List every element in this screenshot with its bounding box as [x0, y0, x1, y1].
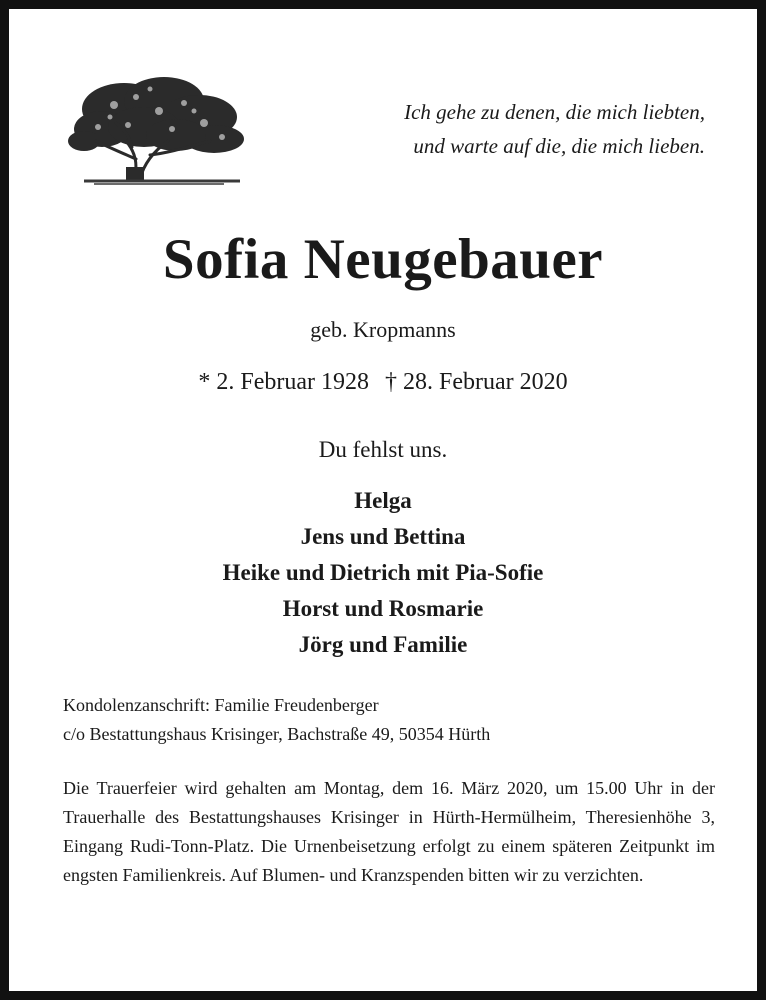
mourner: Horst und Rosmarie	[282, 596, 484, 621]
message: Du fehlst uns.	[318, 437, 448, 462]
condolence-address	[63, 691, 715, 749]
quote-line-2: und warte auf die, die mich lieben.	[413, 134, 705, 158]
mourner: Jens und Bettina	[300, 524, 466, 549]
death-date: † 28. Februar 2020	[385, 369, 568, 395]
life-dates	[9, 369, 757, 396]
tree-icon	[64, 67, 254, 187]
mourner: Jörg und Familie	[298, 632, 468, 657]
quote	[339, 95, 705, 163]
mourner: Heike und Dietrich mit Pia-Sofie	[222, 560, 544, 585]
birth-date: * 2. Februar 1928	[198, 369, 369, 395]
condolence-line-1: Kondolenzanschrift: Familie Freudenberger	[63, 695, 379, 715]
mourner: Helga	[354, 488, 412, 513]
birth-name: geb. Kropmanns	[310, 317, 456, 342]
service-details: Die Trauerfeier wird gehalten am Montag, dem 16. März 2020, um 15.00 Uhr in der Trauerhalle des Bestattungshauses Krisinger in Hürth-Hermülheim, Theresienhöhe 3, Eingang Rudi-Tonn-Platz. Die Urnenbeisetzung erfolgt zu einem späteren Zeitpunkt im engsten Familienkreis. Auf Blumen- und Kranzspenden bitten wir zu verzichten.	[63, 778, 715, 885]
deceased-name: Sofia Neugebauer	[162, 228, 604, 291]
condolence-line-2: c/o Bestattungshaus Krisinger, Bachstraße 49, 50354 Hürth	[63, 724, 491, 744]
mourners-list	[9, 483, 757, 663]
quote-line-1: Ich gehe zu denen, die mich liebten,	[404, 100, 705, 124]
